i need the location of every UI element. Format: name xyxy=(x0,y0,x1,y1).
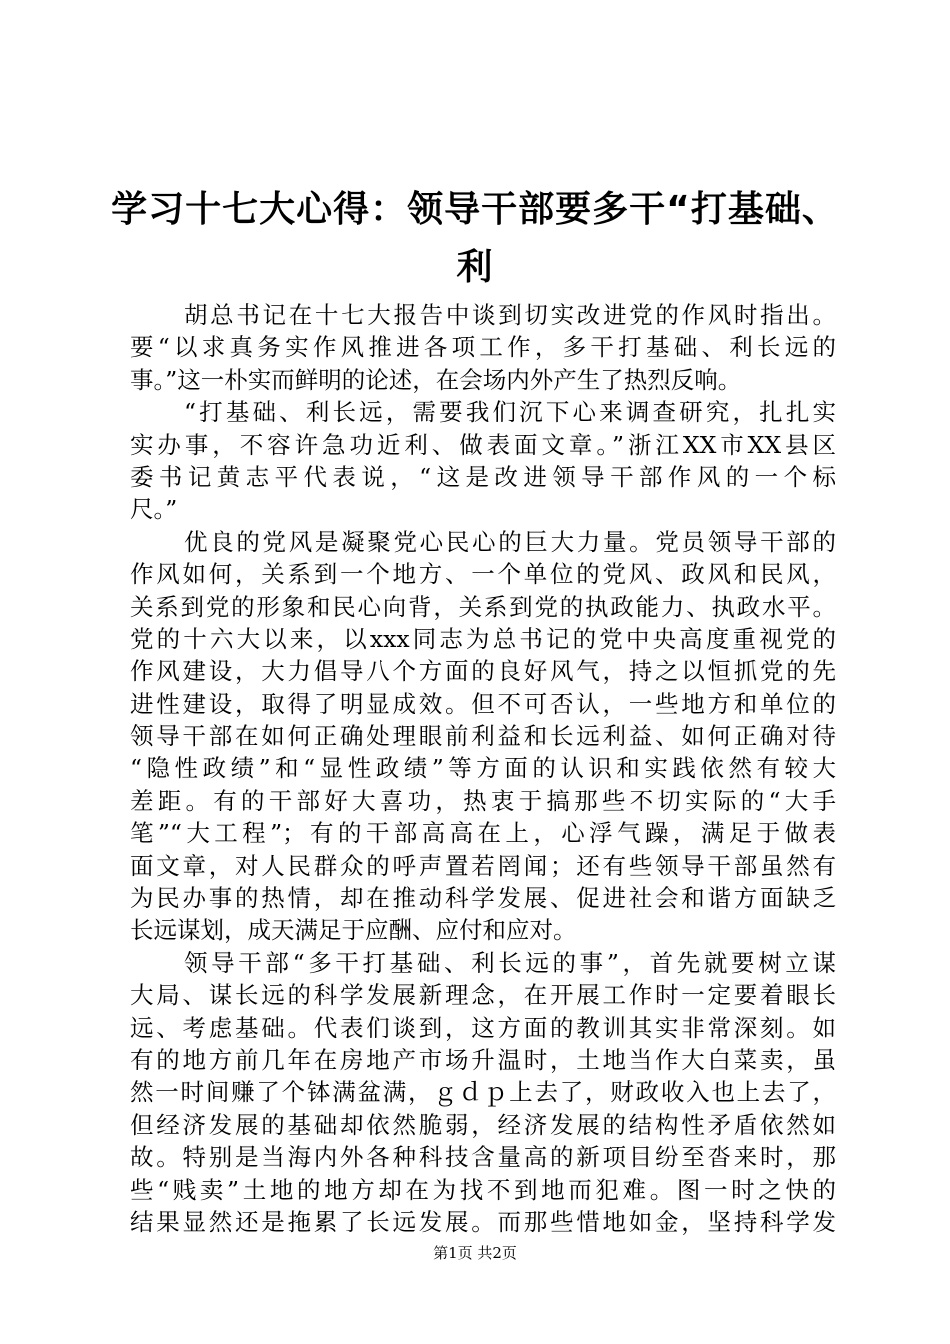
paragraph-line: 事。”这一朴实而鲜明的论述，在会场内外产生了热烈反响。 xyxy=(130,365,742,394)
paragraph-line: 要“以求真务实作风推进各项工作，多干打基础、利长远的 xyxy=(130,333,836,362)
paragraph xyxy=(130,526,836,947)
paragraph-line: 领导干部“多干打基础、利长远的事”，首先就要树立谋 xyxy=(184,948,836,977)
paragraph-line: 然一时间赚了个钵满盆满，ｇｄｐ上去了，财政收入也上去了， xyxy=(130,1078,836,1107)
paragraph xyxy=(130,947,836,1239)
paragraph-line: 大局、谋长远的科学发展新理念，在开展工作时一定要着眼长 xyxy=(130,981,836,1010)
paragraph-line: 为民办事的热情，却在推动科学发展、促进社会和谐方面缺乏 xyxy=(130,884,836,913)
paragraph-line: 实办事，不容许急功近利、做表面文章。”浙江XX市XX县区 xyxy=(130,430,836,459)
paragraph-line: 优良的党风是凝聚党心民心的巨大力量。党员领导干部的 xyxy=(184,527,836,556)
paragraph-line: 结果显然还是拖累了长远发展。而那些惜地如金，坚持科学发 xyxy=(130,1207,836,1236)
paragraph-line: 作风如何，关系到一个地方、一个单位的党风、政风和民风， xyxy=(130,560,836,589)
paragraph-line: 些“贱卖”土地的地方却在为找不到地而犯难。图一时之快的 xyxy=(130,1175,836,1204)
paragraph-line: “打基础、利长远，需要我们沉下心来调查研究，扎扎实 xyxy=(184,398,836,427)
paragraph-line: “隐性政绩”和“显性政绩”等方面的认识和实践依然有较大 xyxy=(130,754,836,783)
page-number-footer: 第1页 共2页 xyxy=(433,1244,517,1262)
document-body xyxy=(130,299,836,1238)
paragraph-line: 故。特别是当海内外各种科技含量高的新项目纷至沓来时，那 xyxy=(130,1143,836,1172)
paragraph-line: 委书记黄志平代表说，“这是改进领导干部作风的一个标 xyxy=(130,462,836,491)
document-title-line-2: 利 xyxy=(456,247,494,288)
paragraph-line: 笔”“大工程”；有的干部高高在上，心浮气躁，满足于做表 xyxy=(130,819,836,848)
paragraph xyxy=(130,396,836,526)
paragraph-line: 远、考虑基础。代表们谈到，这方面的教训其实非常深刻。如 xyxy=(130,1013,836,1042)
paragraph xyxy=(130,299,836,396)
paragraph-line: 关系到党的形象和民心向背，关系到党的执政能力、执政水平。 xyxy=(130,592,836,621)
paragraph-line: 尺。” xyxy=(130,495,178,524)
paragraph-line: 面文章，对人民群众的呼声置若罔闻；还有些领导干部虽然有 xyxy=(130,851,836,880)
document-title-line-1: 学习十七大心得：领导干部要多干“打基础、 xyxy=(111,189,839,230)
paragraph-line: 领导干部在如何正确处理眼前利益和长远利益、如何正确对待 xyxy=(130,722,836,751)
paragraph-line: 长远谋划，成天满足于应酬、应付和应对。 xyxy=(130,916,577,945)
paragraph-line: 作风建设，大力倡导八个方面的良好风气，持之以恒抓党的先 xyxy=(130,657,836,686)
paragraph-line: 胡总书记在十七大报告中谈到切实改进党的作风时指出。 xyxy=(184,301,836,329)
paragraph-line: 党的十六大以来，以xxx同志为总书记的党中央高度重视党的 xyxy=(130,624,836,653)
paragraph-line: 有的地方前几年在房地产市场升温时，土地当作大白菜卖，虽 xyxy=(130,1045,836,1074)
paragraph-line: 差距。有的干部好大喜功，热衷于搞那些不切实际的“大手 xyxy=(130,786,836,815)
paragraph-line: 进性建设，取得了明显成效。但不可否认，一些地方和单位的 xyxy=(130,689,836,718)
paragraph-line: 但经济发展的基础却依然脆弱，经济发展的结构性矛盾依然如 xyxy=(130,1110,836,1139)
